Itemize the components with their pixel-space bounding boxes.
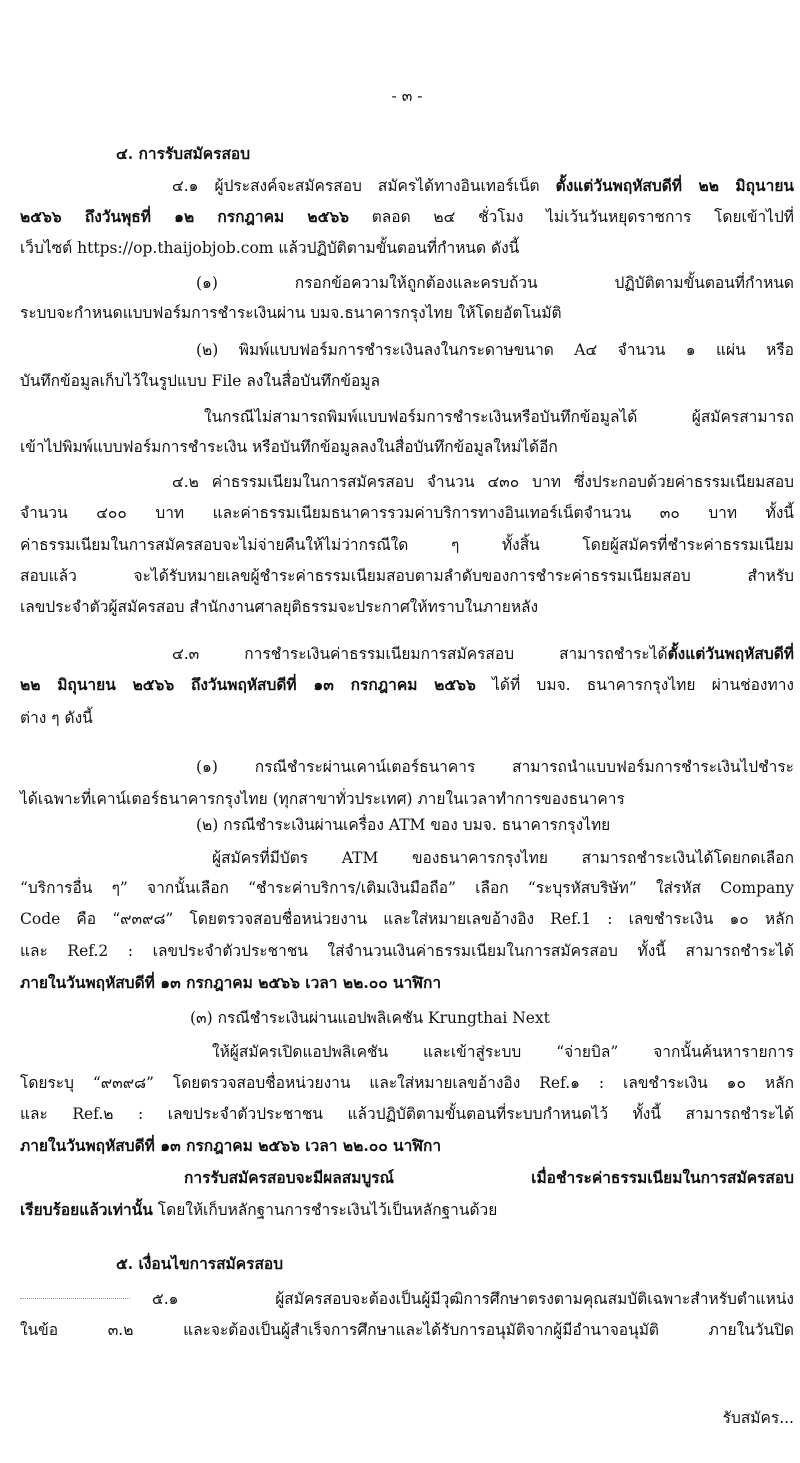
pay-3-title: (๓) กรณีชำระเงินผ่านแอปพลิเคชัน Krungthai Next — [190, 1009, 550, 1027]
pay-2-line-4: และ Ref.2 : เลขประจำตัวประชาชน ใส่จำนวนเงินค่าธรรมเนียมในการสมัครสอบ ทั้งนี้ สามารถชำระได้ — [20, 942, 794, 960]
note-line-2: เข้าไปพิมพ์แบบฟอร์มการชำระเงิน หรือบันทึกข้อมูลลงในสื่อบันทึกข้อมูลใหม่ได้อีก — [20, 438, 558, 456]
text-run: ๔.๑ ผู้ประสงค์จะสมัครสอบ สมัครได้ทางอินเทอร์เน็ต — [172, 177, 556, 195]
section-5-heading: ๕. เงื่อนไขการสมัครสอบ — [116, 1254, 284, 1273]
para-4-3-line-3: ต่าง ๆ ดังนี้ — [20, 709, 93, 727]
text-run-bold: ๒๕๖๖ ถึงวันพุธที่ ๑๒ กรกฎาคม ๒๕๖๖ — [20, 207, 350, 226]
item-1-line-1: (๑) กรอกข้อความให้ถูกต้องและครบถ้วน ปฏิบัติตามขั้นตอนที่กำหนด — [196, 274, 794, 292]
pay-2-line-5: ภายในวันพฤหัสบดีที่ ๑๓ กรกฎาคม ๒๕๖๖ เวลา ๒๒.๐๐ นาฬิกา — [20, 973, 442, 992]
item-2-line-1: (๒) พิมพ์แบบฟอร์มการชำระเงินลงในกระดาษขนาด A๔ จำนวน ๑ แผ่น หรือ — [196, 341, 794, 359]
item-2-line-2: บันทึกข้อมูลเก็บไว้ในรูปแบบ File ลงในสื่อบันทึกข้อมูล — [20, 372, 381, 390]
para-5-1-line-2: ในข้อ ๓.๒ และจะต้องเป็นผู้สำเร็จการศึกษาและได้รับการอนุมัติจากผู้มีอำนาจอนุมัติ ภายในวันปิด — [20, 1321, 794, 1339]
pay-3-line-4: ภายในวันพฤหัสบดีที่ ๑๓ กรกฎาคม ๒๕๖๖ เวลา ๒๒.๐๐ นาฬิกา — [20, 1136, 442, 1155]
text-run-bold: ตั้งแต่วันพฤหัสบดีที่ — [667, 644, 794, 663]
completion-line-1: การรับสมัครสอบจะมีผลสมบูรณ์ เมื่อชำระค่าธรรมเนียมในการสมัครสอบ — [184, 1168, 794, 1187]
pay-2-line-2: “บริการอื่น ๆ” จากนั้นเลือก “ชำระค่าบริการ/เติมเงินมือถือ” เลือก “ระบุรหัสบริษัท” ใส่รหัส Company — [20, 879, 794, 897]
text-run: โดยให้เก็บหลักฐานการชำระเงินไว้เป็นหลักฐานด้วย — [152, 1201, 498, 1219]
pay-2-line-3: Code คือ “๙๓๙๘” โดยตรวจสอบชื่อหน่วยงาน และใส่หมายเลขอ้างอิง Ref.1 : เลขชำระเงิน ๑๐ หลัก — [20, 910, 794, 928]
note-line-1: ในกรณีไม่สามารถพิมพ์แบบฟอร์มการชำระเงินหรือบันทึกข้อมูลได้ ผู้สมัครสามารถ — [204, 408, 794, 426]
para-4-2-line-4: สอบแล้ว จะได้รับหมายเลขผู้ชำระค่าธรรมเนียมสอบตามลำดับของการชำระค่าธรรมเนียมสอบ สำหรับ — [20, 567, 794, 585]
completion-line-2 — [20, 1200, 794, 1220]
text-run-bold: ๒๒ มิถุนายน ๒๕๖๖ ถึงวันพฤหัสบดีที่ ๑๓ กรกฎาคม ๒๕๖๖ — [20, 675, 476, 694]
text-run-bold: เรียบร้อยแล้วเท่านั้น — [20, 1200, 153, 1219]
para-4-1-line-2 — [20, 207, 794, 227]
para-4-2-line-5: เลขประจำตัวผู้สมัครสอบ สำนักงานศาลยุติธรรมจะประกาศให้ทราบในภายหลัง — [20, 598, 539, 616]
para-4-2-line-2: จำนวน ๔๐๐ บาท และค่าธรรมเนียมธนาคารรวมค่าบริการทางอินเทอร์เน็ตจำนวน ๓๐ บาท ทั้งนี้ — [20, 504, 794, 522]
item-1-line-2: ระบบจะกำหนดแบบฟอร์มการชำระเงินผ่าน บมจ.ธนาคารกรุงไทย ให้โดยอัตโนมัติ — [20, 304, 562, 322]
text-run: ได้ที่ บมจ. ธนาคารกรุงไทย ผ่านช่องทาง — [475, 676, 794, 694]
text-run: ตลอด ๒๔ ชั่วโมง ไม่เว้นวันหยุดราชการ โดยเข้าไปที่ — [349, 208, 794, 226]
text-run: ๔.๓ การชำระเงินค่าธรรมเนียมการสมัครสอบ สามารถชำระได้ — [172, 645, 668, 663]
para-4-3-line-1 — [172, 644, 794, 664]
pay-1-line-1: (๑) กรณีชำระผ่านเคาน์เตอร์ธนาคาร สามารถนำแบบฟอร์มการชำระเงินไปชำระ — [196, 758, 794, 776]
para-4-2-line-3: ค่าธรรมเนียมในการสมัครสอบจะไม่จ่ายคืนให้ไม่ว่ากรณีใด ๆ ทั้งสิ้น โดยผู้สมัครที่ชำระค่าธรรมเนียม — [20, 536, 794, 554]
scan-noise — [20, 1298, 130, 1301]
section-4-heading: ๔. การรับสมัครสอบ — [116, 144, 251, 163]
pay-3-line-1: ให้ผู้สมัครเปิดแอปพลิเคชัน และเข้าสู่ระบบ “จ่ายบิล” จากนั้นค้นหารายการ — [212, 1043, 794, 1061]
pay-2-title: (๒) กรณีชำระเงินผ่านเครื่อง ATM ของ บมจ. ธนาคารกรุงไทย — [196, 816, 611, 834]
pay-3-line-3: และ Ref.๒ : เลขประจำตัวประชาชน แล้วปฏิบัติตามขั้นตอนที่ระบบกำหนดไว้ ทั้งนี้ สามารถชำระได้ — [20, 1105, 794, 1123]
para-4-1-line-1 — [172, 176, 794, 196]
page-number: - ๓ - — [391, 87, 423, 105]
para-4-3-line-2 — [20, 675, 794, 695]
para-4-2-line-1: ๔.๒ ค่าธรรมเนียมในการสมัครสอบ จำนวน ๔๓๐ บาท ซึ่งประกอบด้วยค่าธรรมเนียมสอบ — [172, 473, 794, 491]
text-run-bold: ตั้งแต่วันพฤหัสบดีที่ ๒๒ มิถุนายน — [555, 176, 794, 195]
pay-2-line-1: ผู้สมัครที่มีบัตร ATM ของธนาคารกรุงไทย สามารถชำระเงินได้โดยกดเลือก — [212, 849, 794, 867]
para-5-1-line-1: ๕.๑ ผู้สมัครสอบจะต้องเป็นผู้มีวุฒิการศึกษาตรงตามคุณสมบัติเฉพาะสำหรับตำแหน่ง — [152, 1290, 794, 1308]
para-4-1-line-3: เว็บไซต์ https://op.thaijobjob.com แล้วปฏิบัติตามขั้นตอนที่กำหนด ดังนี้ — [20, 239, 520, 257]
continuation-text: รับสมัคร... — [722, 1409, 794, 1427]
pay-3-line-2: โดยระบุ “๙๓๙๘” โดยตรวจสอบชื่อหน่วยงาน และใส่หมายเลขอ้างอิง Ref.๑ : เลขชำระเงิน ๑๐ หลัก — [20, 1074, 794, 1092]
pay-1-line-2: ได้เฉพาะที่เคาน์เตอร์ธนาคารกรุงไทย (ทุกสาขาทั่วประเทศ) ภายในเวลาทำการของธนาคาร — [20, 790, 625, 808]
